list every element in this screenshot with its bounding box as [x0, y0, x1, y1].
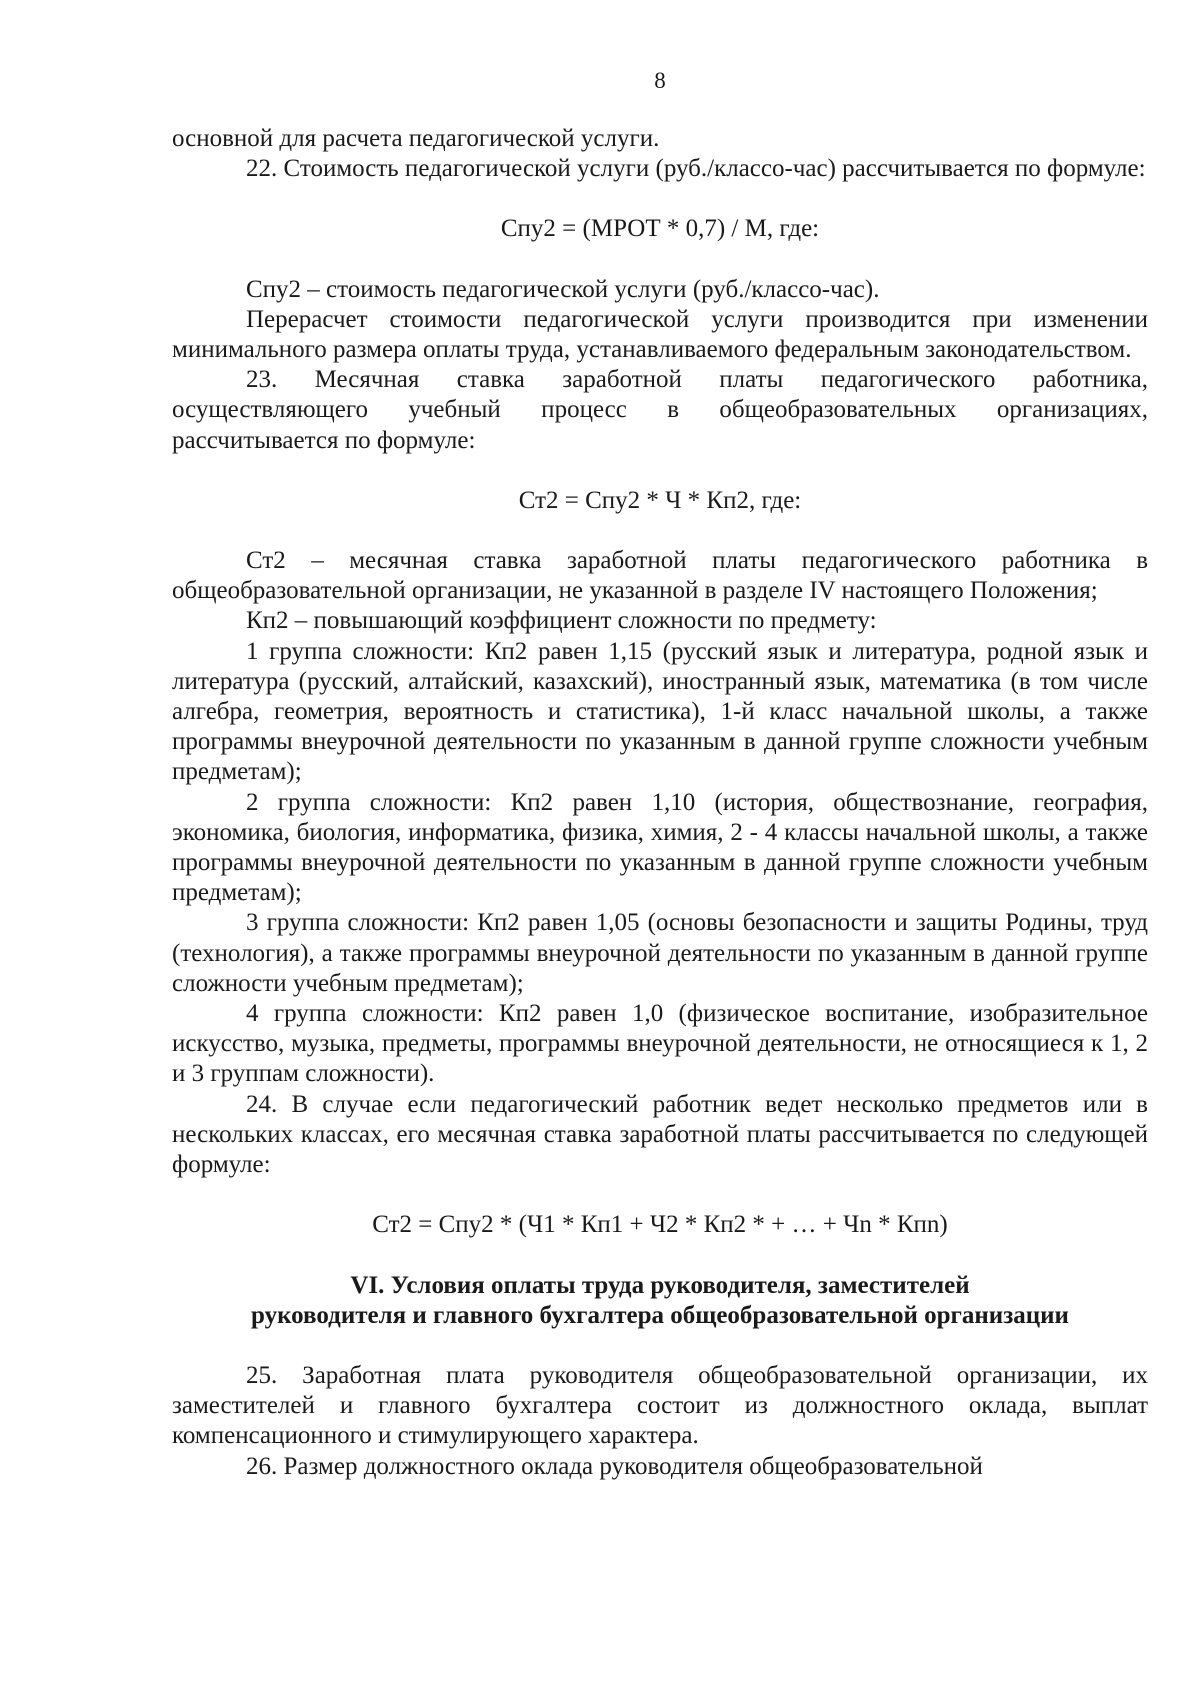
definition-kp2: Кп2 – повышающий коэффициент сложности по предмету: [246, 607, 877, 635]
paragraph-26: 26. Размер должностного оклада руководителя общеобразовательной [246, 1452, 983, 1480]
paragraph-continuation: основной для расчета педагогической услуги. [172, 125, 660, 152]
document-body [172, 124, 1148, 1482]
definition-st2: Ст2 – месячная ставка заработной платы педагогического работника в общеобразовательной организации, не указанной в разделе IV настоящего Положения; [172, 547, 1148, 605]
paragraph-recalculation: Перерасчет стоимости педагогической услуги производится при изменении минимального размера оплаты труда, устанавливаемого федеральным законодательством. [172, 305, 1148, 364]
paragraph-25: 25. Заработная плата руководителя общеобразовательной организации, их заместителей и главного бухгалтера состоит из должностного оклада, выплат компенсационного и стимулирующего характера. [172, 1361, 1148, 1450]
definition-spu2: Спу2 – стоимость педагогической услуги (руб./классо-час). [246, 275, 880, 303]
paragraph-24: 24. В случае если педагогический работник ведет несколько предметов или в нескольких классах, его месячная ставка заработной платы рассчитывается по следующей формуле: [172, 1090, 1148, 1179]
page-number: 8 [654, 68, 666, 93]
section-heading-line-2: руководителя и главного бухгалтера общеобразовательной организации [251, 1301, 1069, 1329]
paragraph-22: 22. Стоимость педагогической услуги (руб./классо-час) рассчитывается по формуле: [246, 155, 1146, 183]
complexity-group-4: 4 группа сложности: Кп2 равен 1,0 (физическое воспитание, изобразительное искусство, музыка, предметы, программы внеурочной деятельности, не относящиеся к 1, 2 и 3 группам сложности). [172, 1000, 1148, 1088]
complexity-group-2: 2 группа сложности: Кп2 равен 1,10 (история, обществознание, география, экономика, биология, информатика, физика, химия, 2 - 4 классы начальной школы, а также программы внеурочной деятельности по указанным в данной группе сложности учебным предметам); [172, 788, 1148, 907]
section-heading-line-1: VI. Условия оплаты труда руководителя, заместителей [350, 1271, 970, 1299]
complexity-group-1: 1 группа сложности: Кп2 равен 1,15 (русский язык и литература, родной язык и литература (русский, алтайский, казахский), иностранный язык, математика (в том числе алгебра, геометрия, вероятность и статистика), 1-й класс начальной школы, а также программы внеурочной деятельности по указанным в данной группе сложности учебным предметам); [172, 637, 1148, 786]
formula-st2: Ст2 = Спу2 * Ч * Кп2, где: [518, 486, 802, 514]
formula-spu2: Спу2 = (МРОТ * 0,7) / М, где: [500, 215, 820, 243]
complexity-group-3: 3 группа сложности: Кп2 равен 1,05 (основы безопасности и защиты Родины, труд (технология), а также программы внеурочной деятельности по указанным в данной группе сложности учебным предметам); [172, 909, 1148, 997]
formula-st2-multiple: Ст2 = Спу2 * (Ч1 * Кп1 + Ч2 * Кп2 * + … + Чn * Кпn) [372, 1211, 948, 1239]
section-heading-vi [172, 1271, 1148, 1331]
paragraph-23: 23. Месячная ставка заработной платы педагогического работника, осуществляющего учебный процесс в общеобразовательных организациях, рассчитывается по формуле: [172, 366, 1148, 454]
